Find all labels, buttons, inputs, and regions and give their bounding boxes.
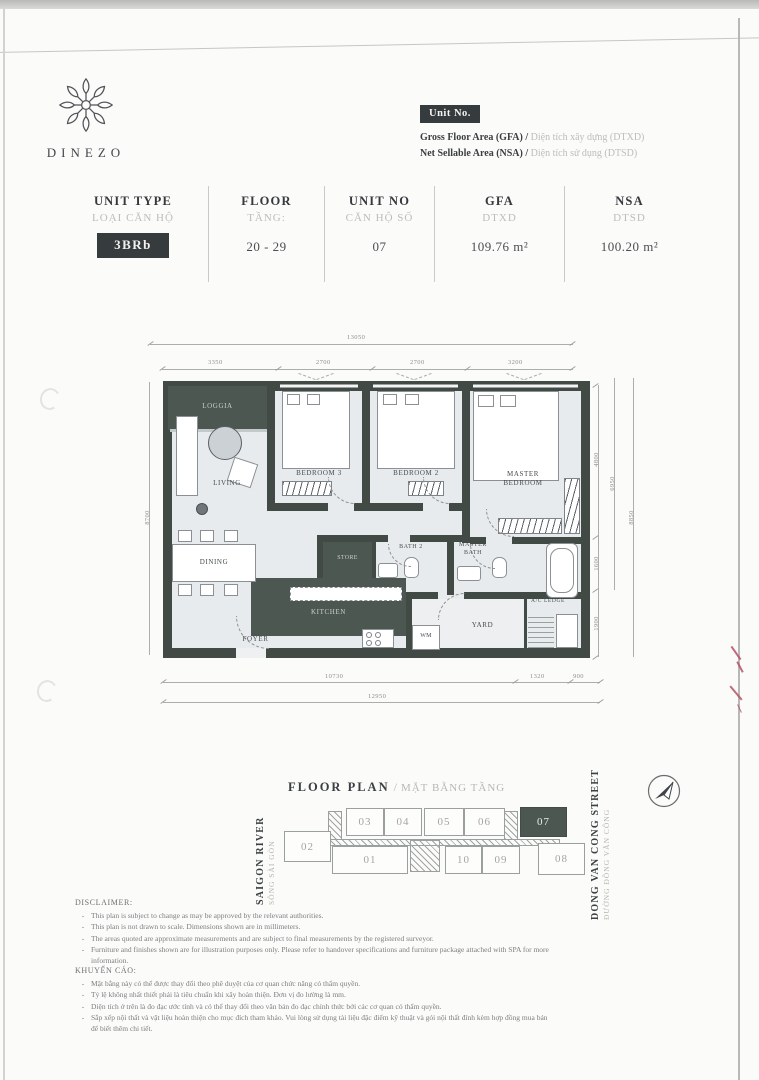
floor-plan-drawing (140, 330, 652, 722)
keyplan-unit-02 (284, 831, 331, 862)
advisory-text: Sắp xếp nội thất và vật liệu hoàn thiện cho mục đích tham khảo. Vui lòng sử dụng tài liệu đặc điểm kỹ thuật và gói nội thất đính kèm hợp đồng mua bán để biết thêm chi tiết. (91, 1012, 548, 1033)
unit-type-label-vn: LOẠI CĂN HỘ (92, 212, 174, 224)
disclaimer-section (75, 898, 555, 966)
keyplan-unit-01 (332, 846, 408, 874)
dim-bottom-2: 1320 (530, 673, 545, 680)
entry-door-gap (236, 648, 266, 658)
dim-right-1600: 1600 (592, 556, 600, 571)
room-label-bedroom3: BEDROOM 3 (296, 469, 342, 477)
dim-top-total: 13050 (347, 334, 366, 341)
unit-number: 03 (358, 816, 372, 828)
dim-top-2: 2700 (316, 359, 331, 366)
dim-top-3: 2700 (410, 359, 425, 366)
unit-spec-table (58, 186, 694, 282)
unit-number: 01 (363, 854, 377, 866)
gfa-col-label-en: GFA (484, 194, 515, 208)
gfa-label-vn: Diện tích xây dựng (DTXD) (530, 132, 645, 143)
gfa-legend-line (420, 132, 732, 143)
room-label-living: LIVING (213, 479, 241, 487)
wall (267, 381, 275, 511)
nsa-legend-line (420, 148, 732, 159)
advisory-item: - Mặt bằng này có thể được thay đổi theo phê duyệt của cơ quan chức năng có thẩm quyền. (81, 979, 361, 988)
keyplan-unit-09 (482, 846, 520, 874)
ac-unit (556, 614, 578, 648)
core-hatch (410, 840, 440, 872)
window (473, 384, 578, 388)
spec-col-floor (208, 186, 324, 282)
chair (224, 584, 238, 596)
dong-van-cong-street-label (590, 765, 611, 920)
unit-number: 05 (437, 816, 451, 828)
chair (178, 530, 192, 542)
disclaimer-item: - This plan is not drawn to scale. Dimensions shown are in millimeters. (81, 922, 301, 932)
sink-bath2 (378, 563, 398, 578)
saigon-river-en: SAIGON RIVER (255, 816, 266, 905)
saigon-river-label (255, 805, 276, 905)
unit-no-label-vn: CĂN HỘ SỐ (345, 212, 414, 224)
right-scan-line (738, 18, 740, 1080)
pillow (405, 394, 419, 405)
advisory-item: - Diện tích ở trên là đo đạc ước tính và có thể thay đổi theo văn bản đo đạc chính thức bởi các cơ quan có thẩm quyền. (81, 1001, 442, 1011)
disclaimer-item: - Furniture and finishes shown are for illustration purposes only. Please refer to handover specifications and furniture package attached with SPA for more information. (75, 944, 555, 967)
dong-van-cong-en: DONG VAN CONG STREET (590, 768, 601, 920)
saigon-river-vn: SÔNG SÀI GÒN (267, 840, 276, 905)
pillow (287, 394, 300, 405)
nsa-label-en: Net Sellable Area (NSA) / (420, 148, 531, 159)
pillow (383, 394, 397, 405)
wardrobe-bedroom3 (282, 481, 332, 496)
room-label-yard: YARD (471, 621, 494, 629)
room-label-kitchen: KITCHEN (311, 608, 346, 616)
core-hatch (504, 811, 518, 840)
dim-right-6950: 6950 (608, 476, 616, 491)
wall (323, 535, 388, 542)
advisory-text: Tỷ lệ không nhất thiết phải là tiêu chuẩn khi xây hoàn thiện. Đơn vị đo lường là mm. (91, 990, 346, 1000)
unit-type-label-en: UNIT TYPE (93, 194, 173, 208)
key-plan-title (288, 778, 505, 796)
chair (200, 584, 214, 596)
window (373, 384, 458, 388)
disclaimer-item: - The areas quoted are approximate measurements and are subject to final measurements by the registered surveyor. (81, 933, 434, 943)
pillow (500, 395, 516, 407)
nsa-col-label-vn: DTSD (613, 212, 646, 224)
advisory-section (75, 966, 555, 1034)
nsa-col-label-en: NSA (615, 194, 644, 208)
room-label-bath2: BATH 2 (399, 544, 423, 550)
pillow (307, 394, 320, 405)
dim-right-8850: 8850 (627, 510, 635, 525)
wall (354, 503, 423, 511)
room-label-ac-ledge: A/C LEDGE (531, 598, 565, 604)
spec-col-unit-no (324, 186, 434, 282)
dong-van-cong-vn: ĐƯỜNG ĐỒNG VĂN CÔNG (602, 808, 611, 920)
unit-number: 06 (478, 816, 491, 828)
hole-punch-top (38, 386, 63, 412)
room-label-master-bedroom: MASTER BEDROOM (503, 470, 543, 487)
dim-top-4: 3200 (508, 359, 523, 366)
unit-no-badge: Unit No. (420, 105, 480, 123)
room-label-bedroom2: BEDROOM 2 (393, 469, 439, 477)
dim-bottom-1: 10730 (325, 673, 344, 680)
disclaimer-text: The areas quoted are approximate measurements and are subject to final measurements by the registered surveyor. (91, 933, 434, 943)
advisory-item: - Sắp xếp nội thất và vật liệu hoàn thiện cho mục đích tham khảo. Vui lòng sử dụng tài liệu đặc điểm kỹ thuật và gói nội thất đính kèm hợp đồng mua bán để biết thêm chi tiết. (75, 1012, 555, 1035)
dim-line (162, 369, 573, 370)
floor-label-vn: TẦNG: (247, 212, 286, 224)
spec-col-gfa (434, 186, 564, 282)
room-label-loggia: LOGGIA (202, 402, 233, 410)
page-edge-line (0, 37, 759, 53)
spec-col-unit-type (58, 186, 208, 282)
key-plan-title-sep: / (393, 780, 397, 794)
disclaimer-text: Furniture and finishes shown are for illustration purposes only. Please refer to handover specifications and furniture package attached with SPA for more information. (91, 944, 549, 965)
advisory-item: - Tỷ lệ không nhất thiết phải là tiêu chuẩn khi xây hoàn thiện. Đơn vị đo lường là mm. (81, 990, 346, 1000)
dim-bottom-3: 900 (573, 673, 584, 680)
nsa-label-vn: Diện tích sử dụng (DTSD) (530, 148, 638, 159)
red-ink-mark (729, 685, 742, 700)
brand-logo-block (40, 74, 132, 161)
window (280, 384, 358, 388)
gfa-value: 109.76 m² (470, 239, 529, 254)
chair (224, 530, 238, 542)
floor-label-en: FLOOR (241, 194, 292, 208)
unit-number: 07 (537, 816, 550, 828)
wall (581, 381, 590, 658)
room-label-wm: WM (420, 633, 432, 639)
unit-number: 08 (555, 853, 568, 865)
wall (462, 381, 470, 511)
dim-line (163, 702, 600, 703)
compass-north-icon (645, 772, 683, 810)
room-label-foyer: FOYER (242, 635, 269, 643)
gfa-col-label-vn: DTXD (482, 212, 517, 224)
bathtub-inner (550, 548, 574, 593)
keyplan-unit-06 (464, 808, 505, 836)
chair (178, 584, 192, 596)
round-table (208, 426, 242, 460)
dim-left: 8700 (143, 510, 151, 525)
unit-no-label-en: UNIT NO (348, 194, 411, 208)
scanner-edge-band (0, 0, 759, 9)
keyplan-unit-10 (445, 846, 482, 874)
advisory-text: Mặt bằng này có thể được thay đổi theo phê duyệt của cơ quan chức năng có thẩm quyền. (91, 979, 361, 988)
pillow (478, 395, 494, 407)
brand-name: DINEZO (46, 145, 126, 160)
unit-no-value: 07 (372, 239, 387, 254)
chair (200, 530, 214, 542)
keyplan-unit-08 (538, 843, 585, 875)
hole-punch-bottom (35, 678, 60, 704)
key-plan-title-en: FLOOR PLAN (288, 780, 390, 794)
floor-value: 20 - 29 (246, 239, 287, 254)
unit-number: 10 (457, 854, 470, 866)
dim-line (163, 682, 600, 683)
ac-ledge-hatch (528, 616, 554, 648)
room-label-dining: DINING (199, 558, 229, 566)
gfa-label-en: Gross Floor Area (GFA) / (420, 132, 531, 143)
spec-col-nsa (564, 186, 694, 282)
unit-number: 02 (301, 840, 314, 853)
unit-type-value-badge: 3BRb (97, 233, 169, 258)
side-table (196, 503, 208, 515)
keyplan-unit-05 (424, 808, 464, 836)
left-scan-line (3, 9, 5, 1080)
wall (163, 648, 590, 658)
wall (267, 503, 328, 511)
advisory-title: KHUYẾN CÁO: (75, 966, 137, 975)
unit-number: 09 (494, 854, 508, 866)
nsa-value: 100.20 m² (600, 239, 659, 254)
disclaimer-item: - This plan is subject to change as may be approved by the relevant authorities. (81, 911, 324, 920)
sink-master-bath (457, 566, 481, 581)
keyplan-unit-07-highlighted (520, 807, 567, 837)
room-label-master-bath: MASTER BATH (459, 542, 487, 556)
unit-number: 04 (396, 816, 410, 828)
key-plan-diagram (278, 800, 593, 895)
wall (410, 535, 470, 542)
dim-bottom-total: 12950 (368, 693, 387, 700)
wardrobe-master-side (564, 478, 580, 534)
disclaimer-text: This plan is not drawn to scale. Dimensions shown are in millimeters. (91, 922, 301, 932)
keyplan-unit-04 (384, 808, 422, 836)
wall (362, 381, 370, 511)
key-plan-title-vn: MẶT BẰNG TẦNG (400, 782, 506, 794)
disclaimer-text: This plan is subject to change as may be approved by the relevant authorities. (91, 911, 324, 920)
area-legend (420, 103, 732, 159)
keyplan-unit-03 (346, 808, 384, 836)
disclaimer-title: DISCLAIMER: (75, 898, 133, 907)
kitchen-counter (290, 587, 402, 601)
dim-right-4800: 4800 (592, 452, 600, 467)
room-label-store: STORE (337, 555, 358, 561)
advisory-text: Diện tích ở trên là đo đạc ước tính và có thể thay đổi theo văn bản đo đạc chính thức bởi các cơ quan có thẩm quyền. (91, 1001, 442, 1011)
dinezo-snowflake-icon (55, 74, 117, 136)
dim-top-1: 3350 (208, 359, 223, 366)
dim-right-1900: 1900 (592, 616, 600, 631)
dim-line (150, 344, 573, 345)
